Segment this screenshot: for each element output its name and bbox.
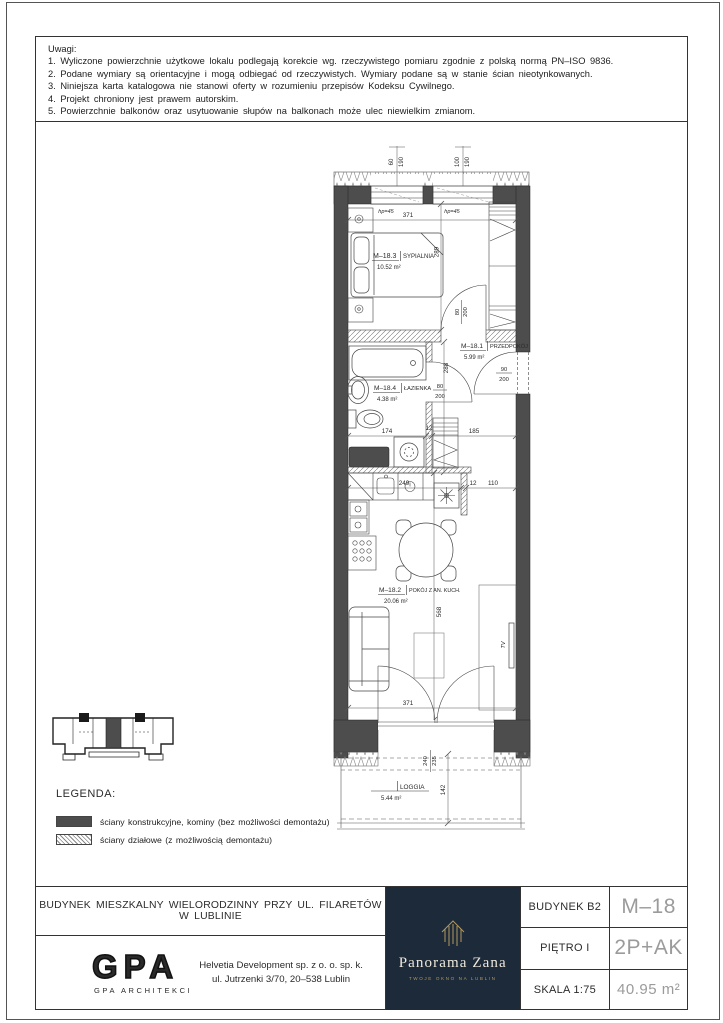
svg-text:POKÓJ Z AN. KUCH.: POKÓJ Z AN. KUCH.	[409, 588, 461, 594]
developer-info	[199, 959, 363, 987]
svg-text:M–18.1: M–18.1	[461, 343, 483, 350]
svg-text:ŁAZIENKA: ŁAZIENKA	[404, 386, 432, 392]
sill-height-right: hp=45	[444, 209, 460, 215]
dim-bedroom-depth	[434, 201, 445, 333]
field-label-scale: SKALA 1:75	[533, 983, 597, 996]
title-block	[36, 886, 687, 1010]
gpa-logo-subtext: GPA ARCHITEKCI	[94, 985, 193, 995]
tv-label: TV	[501, 641, 507, 649]
building-title: BUDYNEK MIESZKALNY WIELORODZINNY PRZY UL. FILARETÓW W LUBLINIE	[36, 887, 385, 936]
svg-text:M–18.3: M–18.3	[373, 253, 397, 260]
svg-text:371: 371	[402, 212, 414, 219]
note-line: 5. Powierzchnie balkonów oraz usytuowanie słupów na balkonach może ulec niewielkim zmianom.	[48, 106, 476, 117]
washbasin	[348, 377, 369, 404]
room-label-loggia	[371, 781, 429, 802]
field-value-unit: M–18	[610, 887, 687, 928]
rug	[414, 633, 444, 678]
door-bedroom-label	[455, 300, 469, 324]
tv-cabinet	[479, 585, 516, 710]
drawing-area	[36, 122, 687, 886]
dim-top-width	[345, 212, 519, 223]
dim-bottom-width	[345, 700, 519, 711]
legend-item-structural	[56, 816, 330, 827]
svg-text:SYPIALNIA: SYPIALNIA	[403, 254, 435, 260]
svg-text:200: 200	[463, 307, 469, 317]
svg-text:289: 289	[433, 246, 441, 258]
svg-text:100: 100	[455, 156, 461, 168]
brand-cell	[385, 887, 520, 1010]
floor-plan	[301, 140, 571, 840]
svg-text:60: 60	[389, 158, 395, 166]
svg-text:240: 240	[423, 756, 429, 766]
note-line: 1. Wyliczone powierzchnie użytkowe lokalu podlegają korekcie wg. rzeczywistego pomiaru zgodnie z polską normą PN–ISO 9836.	[48, 56, 614, 67]
svg-text:80: 80	[436, 384, 444, 390]
balcony-doors	[378, 666, 494, 730]
notes-section	[36, 37, 687, 122]
key-plan	[49, 708, 179, 770]
field-value-layout: 2P+AK	[610, 928, 687, 969]
note-line: 2. Podane wymiary są orientacyjne i mogą odbiegać od rzeczywistych. Wymiary podane są w stanie ścian nieotynkowanych.	[48, 68, 593, 79]
svg-text:249: 249	[398, 480, 410, 487]
title-block-left	[36, 887, 385, 1010]
dim-hall-depth	[441, 339, 450, 475]
bathtub	[349, 346, 426, 380]
wardrobe-bedroom	[489, 202, 516, 330]
room-label-bedroom	[372, 251, 434, 271]
svg-text:5.44 m²: 5.44 m²	[381, 796, 402, 802]
door-bath-label	[433, 384, 447, 400]
legend-swatch-hatch	[56, 834, 92, 845]
door-entry-label	[496, 367, 512, 383]
svg-text:288: 288	[443, 362, 450, 374]
svg-text:M–18.4: M–18.4	[374, 385, 396, 392]
nightstand	[348, 298, 373, 322]
field-label-floor: PIĘTRO I	[521, 928, 610, 969]
partition-bath	[426, 342, 432, 473]
legend	[56, 788, 330, 852]
svg-text:142: 142	[440, 784, 447, 796]
field-label-building: BUDYNEK B2	[521, 887, 610, 928]
room-label-living	[378, 585, 461, 605]
legend-title: LEGENDA:	[56, 788, 116, 800]
balcony-door-label	[423, 750, 438, 772]
wardrobe-hall	[433, 418, 458, 468]
notes-title: Uwagi:	[48, 44, 77, 54]
legend-swatch-solid	[56, 816, 92, 827]
brand-name: Panorama Zana	[398, 955, 507, 971]
washing-machine	[394, 437, 424, 467]
svg-text:200: 200	[499, 377, 509, 383]
svg-text:185: 185	[468, 428, 480, 435]
svg-text:174: 174	[381, 428, 393, 435]
svg-text:M–18.2: M–18.2	[379, 587, 401, 594]
svg-text:12: 12	[425, 425, 433, 432]
svg-text:190: 190	[399, 156, 405, 168]
stove	[348, 536, 376, 570]
legend-label: ściany działowe (z możliwością demontażu)	[100, 834, 273, 845]
field-values-column	[609, 887, 687, 1010]
svg-text:5.99 m²: 5.99 m²	[464, 355, 485, 361]
gpa-logo-text: GPA	[92, 947, 180, 985]
architect-developer-row	[36, 936, 385, 1010]
svg-text:568: 568	[436, 606, 443, 618]
developer-line1: Helvetia Development sp. z o. o. sp. k.	[199, 960, 363, 971]
note-line: 4. Projekt chroniony jest prawem autorskim.	[48, 93, 239, 104]
svg-text:4.38 m²: 4.38 m²	[377, 397, 398, 403]
svg-text:235: 235	[432, 756, 438, 766]
note-line: 3. Niniejsza karta katalogowa nie stanowi oferty w rozumieniu przepisów Kodeksu Cywilnego.	[48, 81, 455, 92]
sill-height-left: hp=45	[378, 209, 394, 215]
svg-text:90: 90	[500, 367, 508, 373]
sofa	[349, 607, 389, 691]
dining-table	[396, 520, 456, 581]
dim-kitchen-row	[345, 480, 519, 491]
legend-label: ściany konstrukcyjne, kominy (bez możliwości demontażu)	[100, 816, 330, 827]
panorama-zana-icon	[432, 916, 474, 950]
svg-text:LOGGIA: LOGGIA	[400, 784, 425, 791]
dim-loggia-depth	[440, 751, 451, 826]
developer-line2: ul. Jutrzenki 3/70, 20–538 Lublin	[212, 974, 351, 985]
svg-text:20.06 m²: 20.06 m²	[384, 599, 408, 605]
vent-fan	[434, 483, 459, 508]
toilet	[348, 410, 383, 428]
brand-tagline: TWOJE OKNO NA LUBLIN	[408, 976, 497, 981]
svg-text:110: 110	[487, 480, 499, 487]
svg-text:10.52 m²: 10.52 m²	[377, 265, 401, 271]
bath-label	[373, 383, 431, 403]
svg-text:371: 371	[402, 700, 414, 707]
partition-bedroom	[348, 330, 516, 342]
gpa-logo	[78, 945, 196, 1002]
field-labels-column	[520, 887, 610, 1010]
svg-text:190: 190	[465, 156, 471, 168]
svg-text:12: 12	[469, 480, 477, 487]
legend-item-partition	[56, 834, 330, 845]
svg-text:80: 80	[455, 308, 461, 316]
field-value-area: 40.95 m²	[617, 981, 681, 999]
content-frame	[35, 36, 688, 1010]
svg-text:PRZEDPOKÓJ: PRZEDPOKÓJ	[490, 344, 528, 350]
chimney	[349, 447, 389, 467]
svg-text:200: 200	[435, 394, 445, 400]
